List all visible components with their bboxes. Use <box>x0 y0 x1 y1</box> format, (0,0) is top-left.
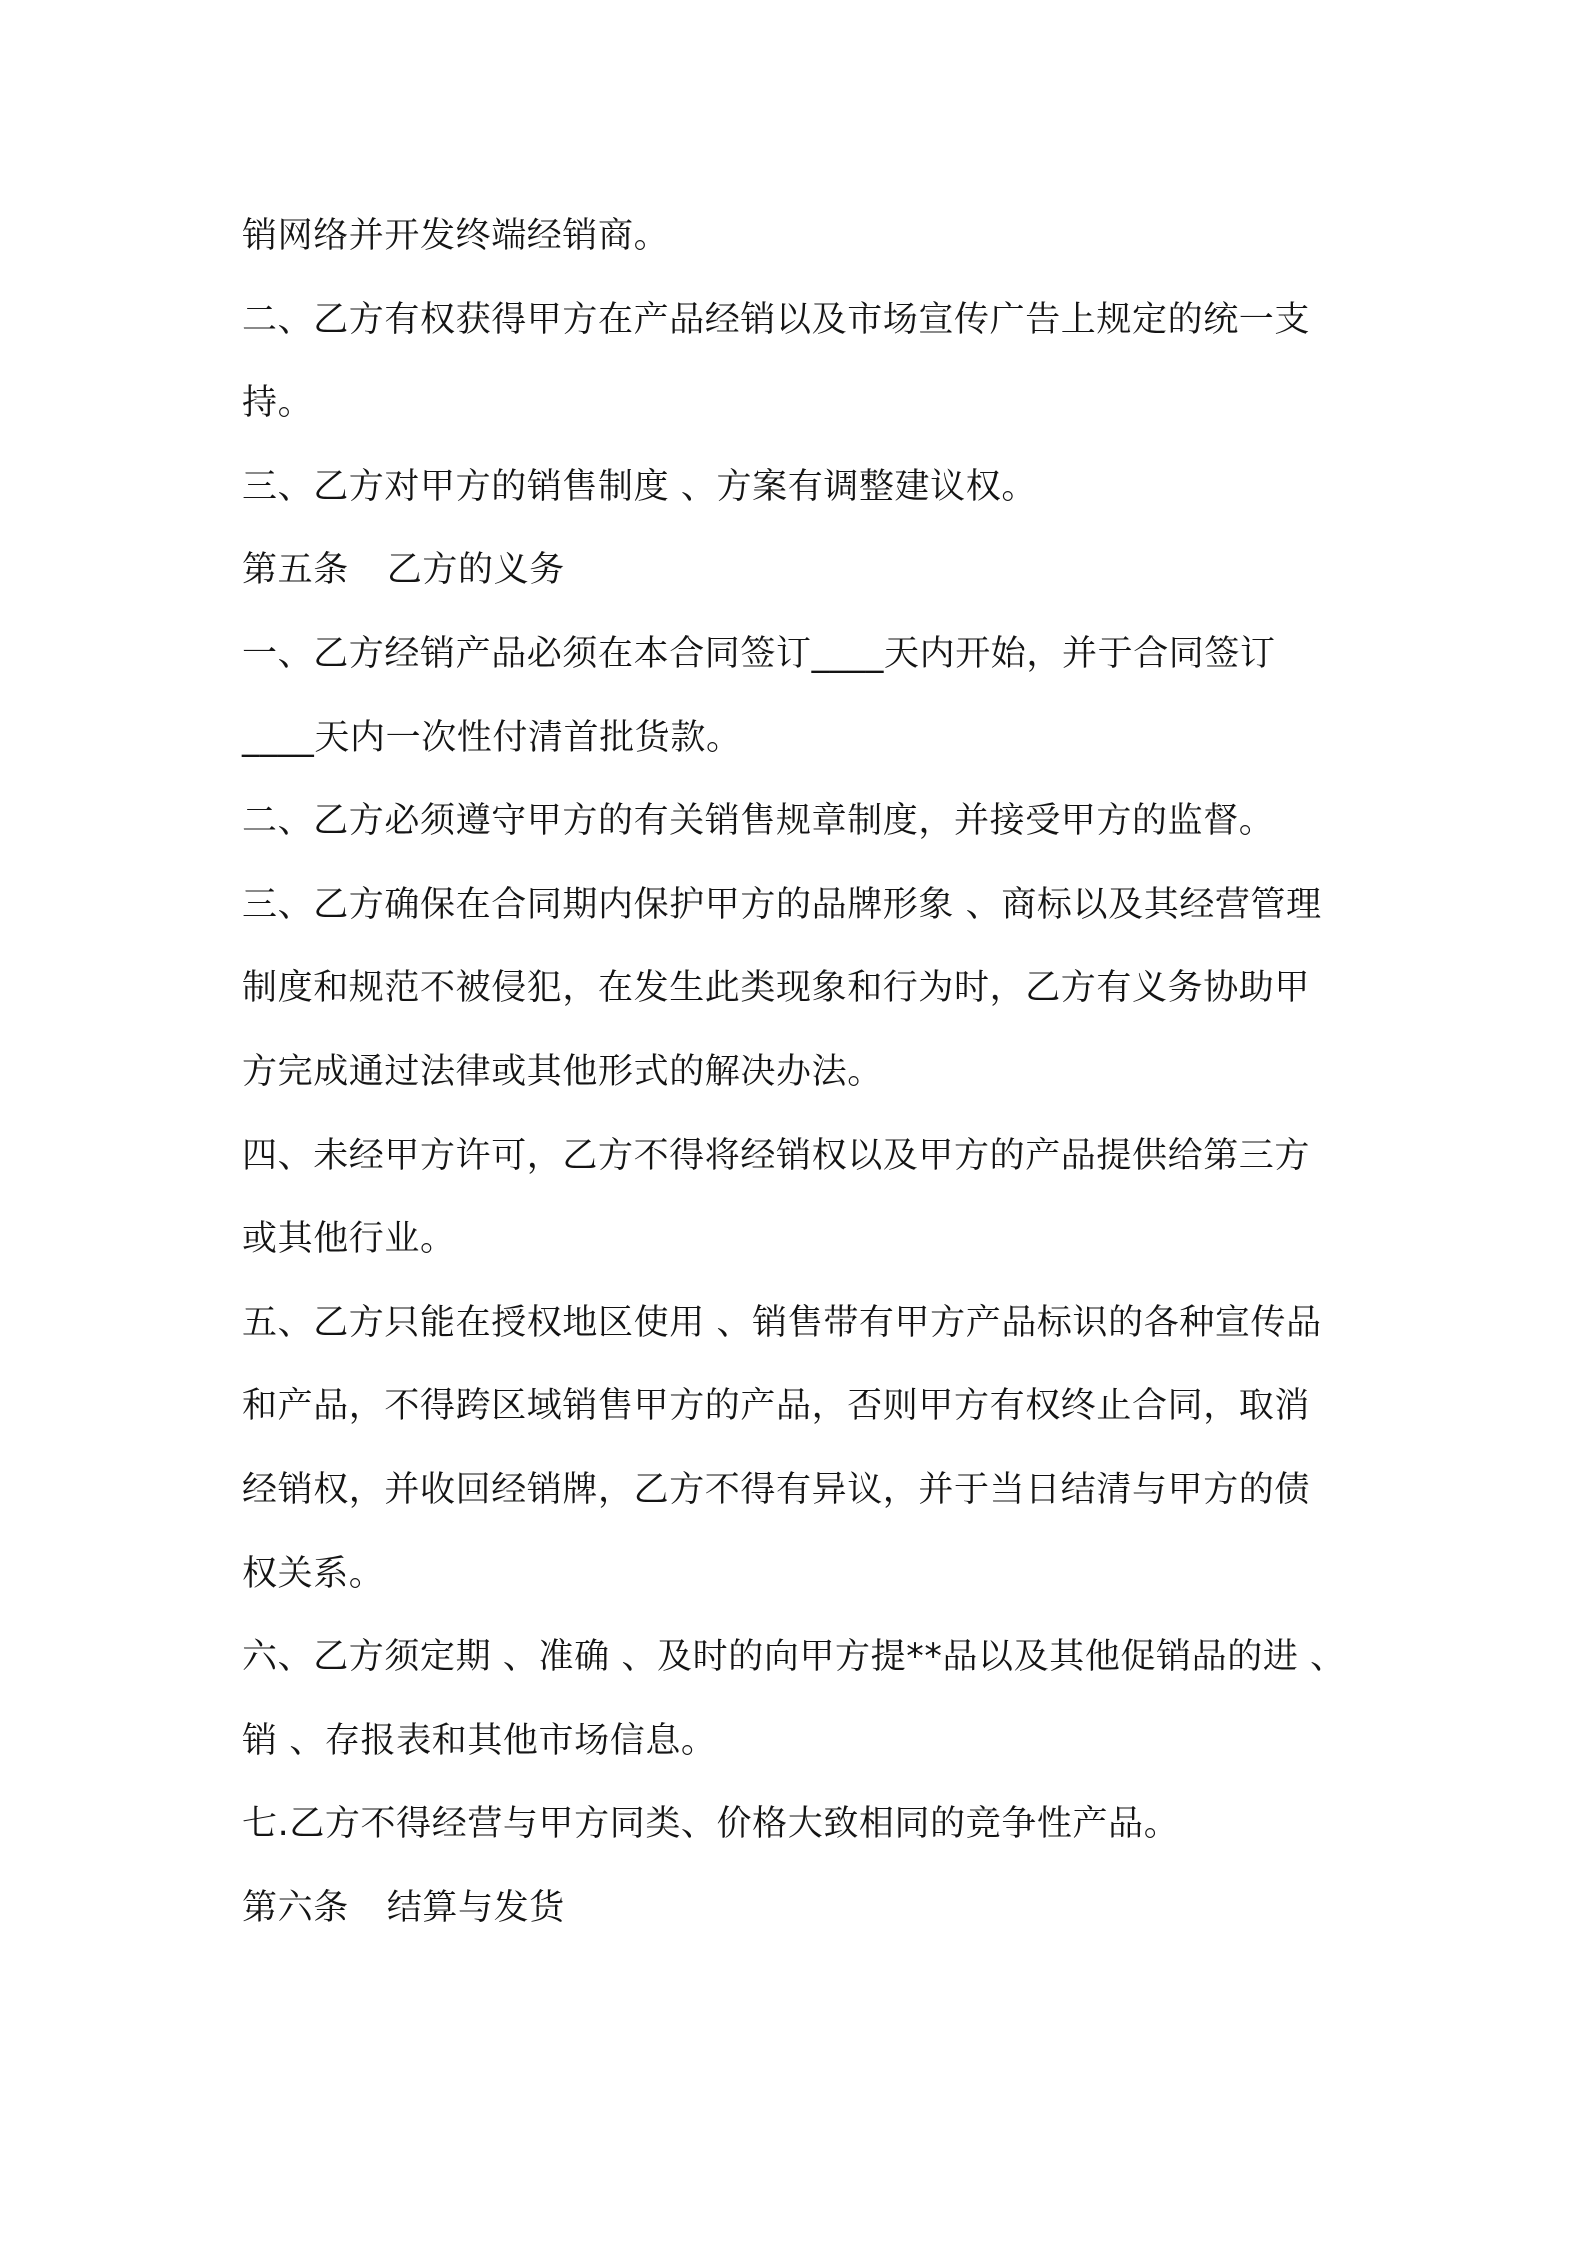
article-number: 第六条 <box>242 1887 349 1928</box>
paragraph-line: 经销权，并收回经销牌，乙方不得有异议，并于当日结清与甲方的债 <box>242 1469 1311 1510</box>
article-title: 乙方的义务 <box>386 550 565 591</box>
paragraph-line: 六、乙方须定期 、准确 、及时的向甲方提**品以及其他促销品的进 、 <box>242 1637 1346 1678</box>
article-title: 结算与发货 <box>386 1887 565 1928</box>
paragraph-line: 三、乙方确保在合同期内保护甲方的品牌形象 、商标以及其经营管理 <box>242 884 1322 925</box>
paragraph-line: 四、未经甲方许可，乙方不得将经销权以及甲方的产品提供给第三方 <box>242 1135 1311 1176</box>
paragraph-line: 销 、存报表和其他市场信息。 <box>242 1720 717 1761</box>
paragraph-line: 一、乙方经销产品必须在本合同签订____天内开始，并于合同签订 <box>242 633 1276 674</box>
paragraph-line: 七.乙方不得经营与甲方同类、价格大致相同的竞争性产品。 <box>242 1804 1180 1845</box>
paragraph-line: 持。 <box>242 383 314 424</box>
article-heading <box>242 1867 1362 1951</box>
article-number: 第五条 <box>242 550 349 591</box>
paragraph-line: 权关系。 <box>242 1553 385 1594</box>
paragraph-line: 三、乙方对甲方的销售制度 、方案有调整建议权。 <box>242 466 1037 507</box>
paragraph-line: 和产品，不得跨区域销售甲方的产品，否则甲方有权终止合同，取消 <box>242 1386 1311 1427</box>
paragraph-line: 五、乙方只能在授权地区使用 、销售带有甲方产品标识的各种宣传品 <box>242 1302 1322 1343</box>
article-heading <box>242 529 1362 613</box>
paragraph-line: 二、乙方必须遵守甲方的有关销售规章制度，并接受甲方的监督。 <box>242 801 1275 842</box>
paragraph-line: 二、乙方有权获得甲方在产品经销以及市场宣传广告上规定的统一支 <box>242 299 1311 340</box>
paragraph-line: 或其他行业。 <box>242 1219 456 1260</box>
paragraph-line: ____天内一次性付清首批货款。 <box>242 717 742 758</box>
paragraph-line: 制度和规范不被侵犯，在发生此类现象和行为时，乙方有义务协助甲 <box>242 968 1311 1009</box>
paragraph-line: 方完成通过法律或其他形式的解决办法。 <box>242 1051 883 1092</box>
paragraph-line: 销网络并开发终端经销商。 <box>242 216 670 256</box>
document-body <box>242 195 1362 1950</box>
